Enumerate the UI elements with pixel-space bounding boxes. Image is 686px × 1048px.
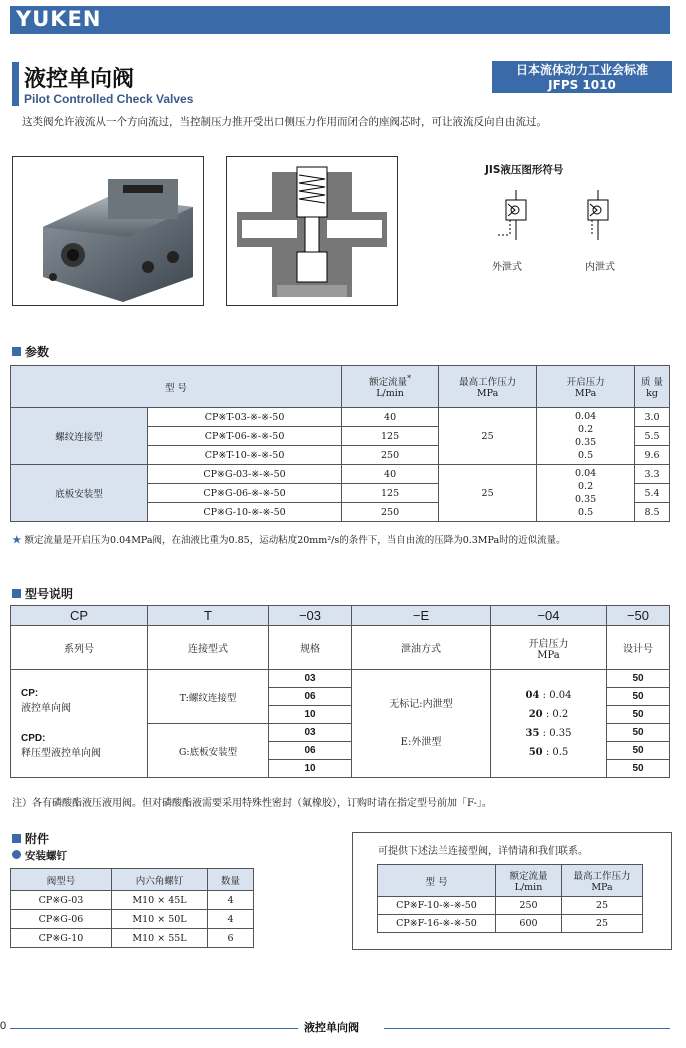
standard-line2: JFPS 1010 xyxy=(548,78,616,92)
col-model: 型 号 xyxy=(11,366,342,408)
col-crack: 开启压力 MPa xyxy=(537,366,635,408)
internal-drain-symbol xyxy=(588,190,608,240)
heading-square-icon xyxy=(12,347,21,356)
col-mass: 质 量 kg xyxy=(635,366,670,408)
page-number: 0 xyxy=(0,1020,7,1032)
table-row-model: CP※T-03-※-※-50 xyxy=(148,408,342,427)
jis-symbol-title: JIS液压图形符号 xyxy=(485,164,564,176)
valve-section-diagram xyxy=(226,156,398,306)
standard-line1: 日本流体动力工业会标准 xyxy=(515,63,648,77)
footer-title: 液控单向阀 xyxy=(298,1019,365,1035)
params-heading: 参数 xyxy=(12,343,49,360)
description: 这类阀允许液流从一个方向流过，当控制压力推开受出口侧压力作用而闭合的座阀芯时，可让液流反向自由流过。 xyxy=(22,116,547,128)
external-drain-symbol xyxy=(498,190,526,240)
jis-external-label: 外泄式 xyxy=(492,262,522,273)
col-pressure: 最高工作压力 MPa xyxy=(439,366,537,408)
col-flow: 额定流量* L/min xyxy=(342,366,439,408)
heading-square-icon xyxy=(12,589,21,598)
params-note: ★ 额定流量是开启压为0.04MPa阀，在油液比重为0.85，运动粘度20mm²/s的条件下，当自由流的压降为0.3MPa时的近似流量。 xyxy=(12,535,566,546)
bullet-icon xyxy=(12,850,21,859)
series-desc: CP: 液控单向阀 CPD: 释压型液控单向阀 xyxy=(11,670,148,778)
group-threaded: 螺纹连接型 xyxy=(11,408,148,465)
jis-internal-label: 内泄式 xyxy=(585,262,615,273)
page-subtitle: Pilot Controlled Check Valves xyxy=(24,92,194,106)
brand-bar xyxy=(10,6,670,34)
bolts-table: 阀型号 内六角螺钉 数量 CP※G-03 M10 × 45L 4 CP※G-06 M10 × 50L 4 CP※G-10 M10 × 55L 6 xyxy=(10,868,254,948)
crack-values: 0.04 0.2 0.35 0.5 xyxy=(537,408,635,465)
params-table: 型 号 额定流量* L/min 最高工作压力 MPa 开启压力 MPa 质 量 kg 螺纹连接型 CP※T-03-※-※-50 40 25 0.04 0.2 0.35 0.5 3.0 CP※T-06-※-※-50 125 5.5 CP※T-10-※-※-50 250 9.6 底板安装型 CP※G-03-※-※-50 40 25 0.04 0.2 0.35 0.5 3.3 CP※G-06-※-※-50 125 5.4 CP※G-10-※-※-50 250 8.5 xyxy=(10,365,670,522)
drain-desc: 无标记:内泄型 E:外泄型 xyxy=(352,670,491,778)
footer-rule-right xyxy=(384,1028,670,1029)
page-title: 液控单向阀 xyxy=(24,67,135,92)
title-accent-bar xyxy=(12,62,19,106)
model-code-note: 注）各有磷酸酯液压液用阀。但对磷酸酯液需要采用特殊性密封（氟橡胶），订购时请在指定型号前加「F-」。 xyxy=(12,798,492,809)
standard-badge xyxy=(492,61,672,93)
table-row: CP※G-10 M10 × 55L 6 xyxy=(11,929,254,948)
flange-table: 型 号 额定流量 L/min 最高工作压力 MPa CP※F-10-※-※-50 250 25 CP※F-16-※-※-50 600 25 xyxy=(377,864,643,933)
model-code-heading: 型号说明 xyxy=(12,585,73,602)
brand-logo: YUKEN xyxy=(16,7,102,31)
jis-symbols xyxy=(488,190,628,250)
model-code-table: CP T −03 −E −04 −50 系列号 连接型式 规格 泄油方式 开启压力 MPa 设计号 CP: 液控单向阀 CPD: 释压型液控单向阀 T:螺纹连接型 03 无标记:内泄型 E:外泄型 04 : 0.04 20 : 0.2 35 : 0.35 50 : 0.5 50 06 50 10 50 G:底板安装型 03 50 06 50 10 50 xyxy=(10,605,670,778)
flange-intro: 可提供下述法兰连接型阀，详情请和我们联系。 xyxy=(378,846,588,857)
group-subplate: 底板安装型 xyxy=(11,465,148,522)
table-row: CP※G-06 M10 × 50L 4 xyxy=(11,910,254,929)
heading-square-icon xyxy=(12,834,21,843)
valve-photo xyxy=(12,156,204,306)
accessories-sub: 安装螺钉 xyxy=(12,848,67,863)
table-row: CP※F-16-※-※-50 600 25 xyxy=(378,915,643,933)
footer-rule-left xyxy=(10,1028,298,1029)
table-row: CP※G-03 M10 × 45L 4 xyxy=(11,891,254,910)
table-row: CP※F-10-※-※-50 250 25 xyxy=(378,897,643,915)
accessories-heading: 附件 xyxy=(12,830,49,847)
crack-desc: 04 : 0.04 20 : 0.2 35 : 0.35 50 : 0.5 xyxy=(491,670,607,778)
